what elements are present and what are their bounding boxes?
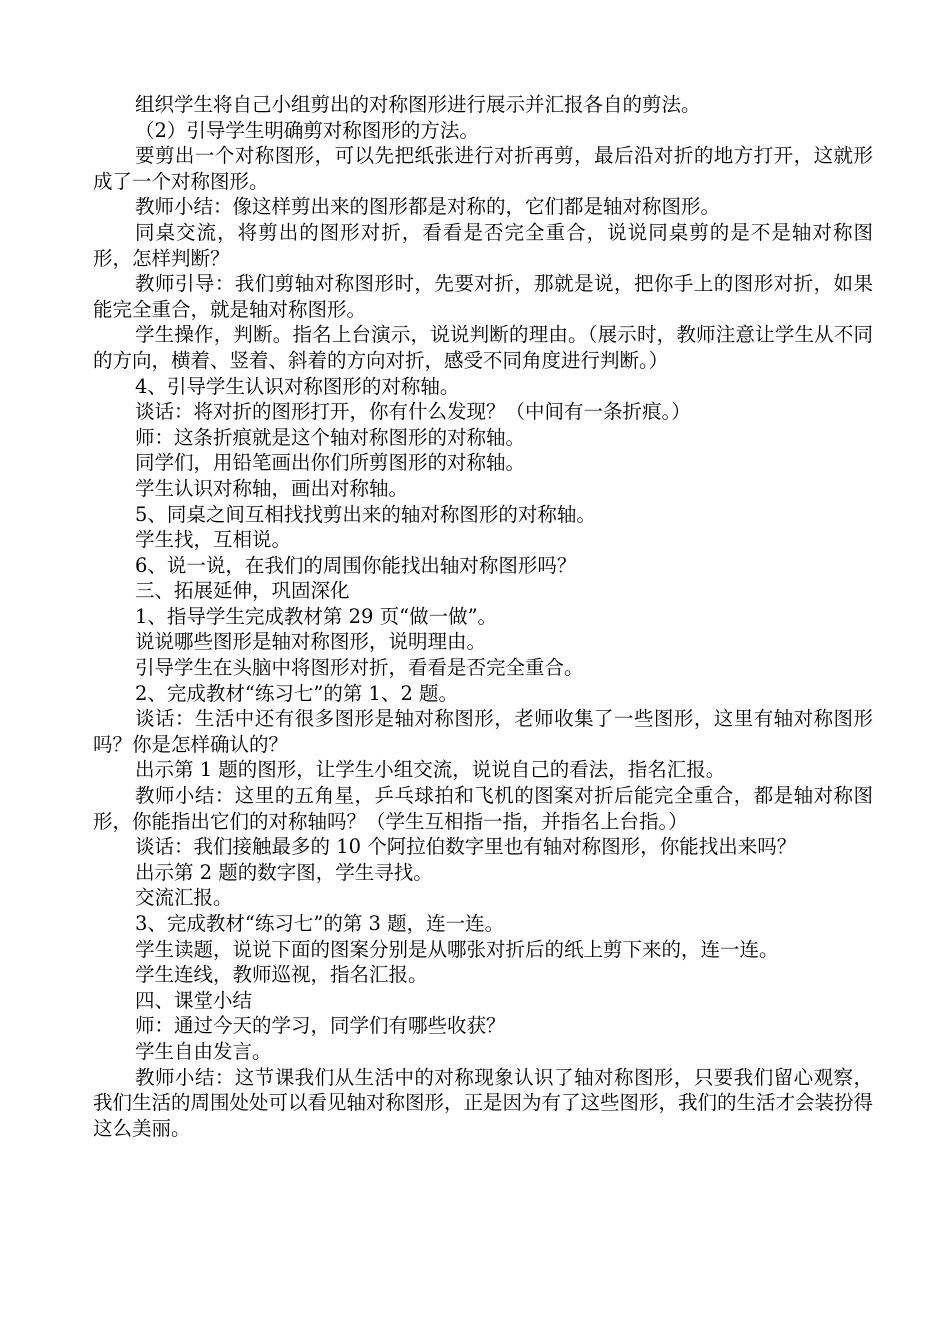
paragraph: 教师小结：这节课我们从生活中的对称现象认识了轴对称图形，只要我们留心观察，我们生活的周围处处可以看见轴对称图形，正是因为有了这些图形，我们的生活才会装扮得这么美丽。	[93, 1065, 874, 1140]
paragraph: 教师小结：这里的五角星，乒乓球拍和飞机的图案对折后能完全重合，都是轴对称图形，你能指出它们的对称轴吗？（学生互相指一指，并指名上台指。）	[93, 784, 873, 833]
paragraph: 说说哪些图形是轴对称图形，说明理由。	[135, 630, 487, 654]
paragraph: 学生读题，说说下面的图案分别是从哪张对折后的纸上剪下来的，连一连。	[135, 937, 779, 961]
paragraph: 谈话：生活中还有很多图形是轴对称图形，老师收集了一些图形，这里有轴对称图形吗？你是怎样确认的？	[93, 707, 873, 756]
paragraph: 出示第 2 题的数字图，学生寻找。	[135, 860, 433, 884]
paragraph: 交流汇报。	[135, 886, 233, 910]
paragraph: 出示第 1 题的图形，让学生小组交流，说说自己的看法，指名汇报。	[135, 758, 726, 782]
paragraph: 教师引导：我们剪轴对称图形时，先要对折，那就是说，把你手上的图形对折，如果能完全重合，就是轴对称图形。	[93, 272, 873, 321]
paragraph: 3、完成教材“练习七”的第 3 题，连一连。	[135, 912, 505, 935]
paragraph: 引导学生在头脑中将图形对折，看看是否完全重合。	[135, 656, 584, 680]
paragraph: 学生认识对称轴，画出对称轴。	[135, 476, 409, 500]
paragraph: 学生自由发言。	[135, 1039, 272, 1063]
paragraph: 组织学生将自己小组剪出的对称图形进行展示并汇报各自的剪法。	[135, 93, 701, 116]
paragraph: 2、完成教材“练习七”的第 1、2 题。	[135, 681, 459, 705]
paragraph: 4、引导学生认识对称图形的对称轴。	[135, 374, 460, 398]
paragraph: 谈话：我们接触最多的 10 个阿拉伯数字里也有轴对称图形，你能找出来吗？	[135, 835, 797, 859]
section-heading: 三、拓展延伸，巩固深化	[135, 579, 350, 603]
paragraph: 1、指导学生完成教材第 29 页“做一做”。	[135, 604, 498, 628]
paragraph: 5、同桌之间互相找找剪出来的轴对称图形的对称轴。	[135, 502, 596, 526]
paragraph: 教师小结：像这样剪出来的图形都是对称的，它们都是轴对称图形。	[135, 195, 721, 219]
paragraph: 学生找，互相说。	[135, 528, 292, 552]
paragraph: 6、说一说，在我们的周围你能找出轴对称图形吗？	[135, 553, 577, 577]
paragraph: 同学们，用铅笔画出你们所剪图形的对称轴。	[135, 451, 526, 475]
paragraph: 师：这条折痕就是这个轴对称图形的对称轴。	[135, 425, 526, 449]
paragraph: 要剪出一个对称图形，可以先把纸张进行对折再剪，最后沿对折的地方打开，这就形成了一个对称图形。	[93, 144, 873, 193]
document-body	[93, 92, 873, 1141]
paragraph: 学生连线，教师巡视，指名汇报。	[135, 963, 428, 987]
paragraph: 学生操作，判断。指名上台演示，说说判断的理由。（展示时，教师注意让学生从不同的方向，横着、竖着、斜着的方向对折，感受不同角度进行判断。）	[93, 323, 873, 372]
paragraph: 同桌交流，将剪出的图形对折，看看是否完全重合，说说同桌剪的是不是轴对称图形，怎样判断？	[93, 220, 873, 270]
paragraph: 谈话：将对折的图形打开，你有什么发现？（中间有一条折痕。）	[135, 400, 691, 424]
paragraph: 师：通过今天的学习，同学们有哪些收获？	[135, 1014, 506, 1038]
section-heading: 四、课堂小结	[135, 988, 253, 1012]
paragraph: （2）引导学生明确剪对称图形的方法。	[135, 118, 479, 142]
